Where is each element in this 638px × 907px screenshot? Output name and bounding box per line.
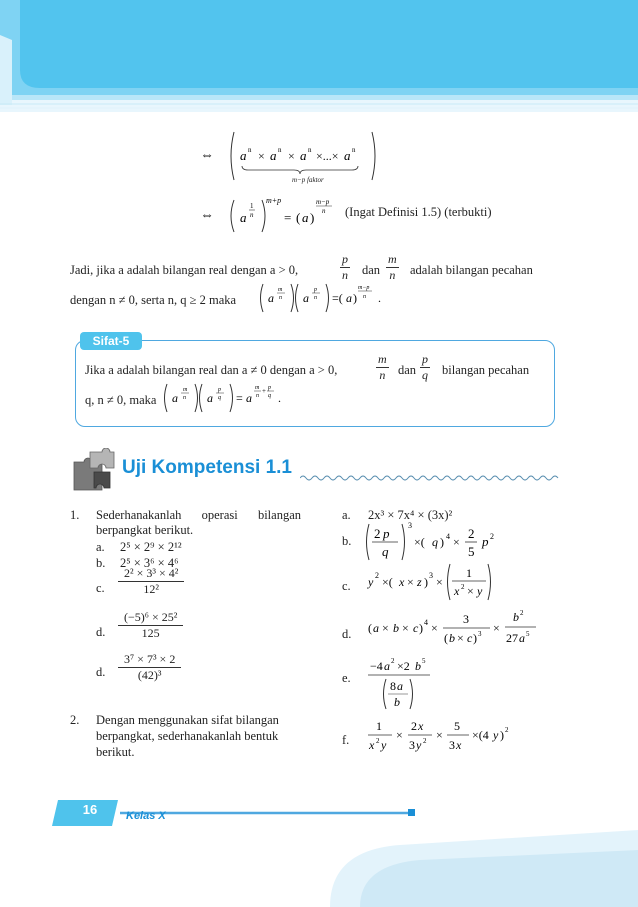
svg-text:×(4: ×(4 (472, 728, 489, 742)
svg-text:=(: =( (332, 291, 343, 305)
sifat-box (75, 340, 555, 427)
svg-text:m: m (183, 387, 188, 393)
svg-text:): ) (310, 210, 315, 225)
svg-text:a: a (302, 210, 309, 225)
svg-text:m−p: m−p (358, 285, 370, 291)
svg-text:a: a (300, 148, 307, 163)
svg-text:×: × (457, 631, 464, 645)
svg-text:a: a (240, 148, 247, 163)
q2e-label: e. (342, 671, 351, 685)
svg-text:c: c (413, 621, 419, 635)
svg-text:n: n (314, 295, 317, 301)
svg-text:3: 3 (409, 738, 415, 752)
svg-text:q: q (218, 395, 221, 401)
svg-text:a: a (270, 148, 277, 163)
q2-text-line-2: berpangkat, sederhanakanlah bentuk (96, 729, 279, 743)
q2-number: 2. (70, 713, 80, 727)
q1c-fraction: $\frac{\text{2² × 3³ × 4²}}{\text{12²}}$ (118, 566, 184, 597)
svg-text:n: n (250, 211, 254, 219)
svg-text:q: q (382, 544, 389, 559)
svg-text:a: a (240, 210, 247, 225)
svg-text:=: = (284, 210, 292, 225)
svg-text:×: × (396, 728, 403, 742)
q2c-label: c. (342, 579, 351, 593)
q1d2-label: d. (96, 665, 106, 679)
svg-text:c: c (467, 631, 473, 645)
svg-text:): ) (473, 631, 477, 645)
svg-text:a: a (172, 391, 178, 405)
svg-text:5: 5 (468, 544, 475, 559)
page-number: 16 (82, 802, 98, 817)
svg-text:n: n (322, 207, 326, 215)
sifat-dan: dan (398, 363, 417, 377)
q1b-expression: 2⁵ × 3⁶ × 4⁶ (120, 556, 179, 570)
q1d-fraction: $\frac{\text{(−5)⁶ × 25²}}{125}$ (118, 610, 183, 641)
svg-text:): ) (419, 621, 423, 635)
q2-text-line-3: berikut. (96, 745, 135, 759)
svg-text:a: a (344, 148, 351, 163)
svg-text:2: 2 (423, 737, 427, 745)
svg-text:×(: ×( (414, 535, 425, 549)
svg-text:m: m (278, 287, 283, 293)
q1-text-line-2: berpangkat berikut. (96, 523, 194, 537)
conclusion-text-b: adalah bilangan pecahan (410, 263, 533, 277)
q2f-label: f. (342, 733, 350, 747)
svg-text:a: a (373, 621, 379, 635)
svg-text:1: 1 (250, 202, 254, 210)
svg-text:×: × (382, 621, 389, 635)
svg-text:p: p (314, 287, 317, 293)
q1-number: 1. (70, 508, 80, 522)
svg-text:b: b (393, 621, 399, 635)
svg-text:×: × (493, 621, 500, 635)
sifat-title: Sifat-5 (80, 332, 142, 350)
q2e-expression (366, 652, 456, 712)
svg-text:a: a (346, 291, 352, 305)
conclusion-text-a: Jadi, jika a adalah bilangan real dengan a > 0, (70, 263, 299, 277)
q2a-expression: 2x³ × 7x⁴ × (3x)² (368, 508, 453, 522)
svg-text:8: 8 (390, 679, 396, 693)
svg-text:n: n (278, 146, 282, 154)
svg-text:y: y (477, 584, 483, 598)
svg-text:n: n (308, 146, 312, 154)
svg-text:a: a (207, 391, 213, 405)
sifat-fraction-m-n: $\frac{m}{n}$ (378, 352, 387, 382)
svg-text:2: 2 (490, 532, 494, 541)
svg-text:n: n (363, 294, 366, 300)
svg-text:b: b (513, 610, 519, 624)
q1d2-fraction: $\frac{\text{3⁷ × 7³ × 2}}{\text{(42)³}}$ (118, 652, 181, 683)
svg-text:y: y (368, 575, 374, 589)
svg-text:4: 4 (424, 618, 428, 627)
svg-text:m: m (255, 385, 260, 391)
svg-text:x: x (399, 575, 405, 589)
proof-line-2 (200, 194, 530, 234)
q1d-label: d. (96, 625, 106, 639)
svg-text:×: × (407, 575, 414, 589)
svg-text:×: × (436, 575, 443, 589)
svg-text:×: × (436, 728, 443, 742)
svg-text:z: z (417, 575, 422, 589)
svg-text:2: 2 (411, 719, 417, 733)
svg-text:2: 2 (520, 609, 524, 617)
svg-text:): ) (440, 535, 444, 549)
svg-text:2: 2 (505, 726, 509, 734)
q1-text-line-1: Sederhanakanlah operasi bilangan (96, 508, 301, 522)
svg-text:3: 3 (408, 521, 412, 530)
svg-text:×: × (258, 149, 265, 163)
header-banner (0, 0, 638, 112)
q1c-label: c. (96, 581, 105, 595)
svg-text:n: n (183, 395, 186, 401)
svg-text:x: x (369, 738, 375, 752)
svg-text:3: 3 (463, 612, 469, 626)
svg-text:1: 1 (376, 719, 382, 733)
svg-text:2: 2 (376, 737, 380, 745)
svg-text:2: 2 (468, 526, 475, 541)
svg-text:×(: ×( (382, 575, 393, 589)
wavy-divider (300, 474, 560, 482)
svg-text:n: n (256, 393, 259, 399)
svg-text:(: ( (444, 631, 448, 645)
q2-text-line-1: Dengan menggunakan sifat bilangan (96, 713, 279, 727)
q2a-label: a. (342, 508, 351, 522)
svg-text:x: x (454, 584, 460, 598)
svg-text:3: 3 (449, 738, 455, 752)
conclusion-line-1 (70, 262, 298, 278)
conclusion-dan: dan (362, 263, 381, 277)
q2c-expression (366, 560, 526, 604)
brace-label: m−p faktor (292, 176, 324, 184)
svg-text:×...×: ×...× (316, 149, 339, 163)
svg-text:+: + (262, 387, 266, 395)
svg-text:): ) (500, 728, 504, 742)
svg-text:a: a (246, 391, 252, 405)
svg-text:): ) (424, 575, 428, 589)
svg-text:x: x (456, 738, 462, 752)
fraction-p-n: $\frac{p}{n}$ (342, 252, 348, 282)
svg-text:a: a (303, 291, 309, 305)
q2d-expression (366, 608, 556, 652)
svg-text:×: × (453, 535, 460, 549)
proof-line-1 (200, 128, 400, 188)
svg-text:×: × (431, 621, 438, 635)
svg-text:2: 2 (375, 571, 379, 580)
fraction-m-n: $\frac{m}{n}$ (388, 252, 397, 282)
power-expression (228, 194, 338, 234)
svg-text:a: a (384, 659, 390, 673)
svg-text:m+p: m+p (266, 196, 282, 205)
q1a-expression: 2⁵ × 2⁹ × 2¹² (120, 540, 182, 554)
svg-text:p: p (482, 534, 489, 549)
svg-text:b: b (415, 659, 421, 673)
svg-text:3: 3 (429, 571, 433, 580)
svg-text:27: 27 (506, 631, 518, 645)
svg-text:.: . (378, 291, 381, 305)
svg-text:a: a (397, 679, 403, 693)
svg-text:q: q (432, 535, 438, 549)
svg-text:4: 4 (446, 532, 450, 541)
conclusion-formula (258, 280, 388, 316)
svg-text:x: x (418, 719, 424, 733)
equivalence-arrow: ⇔ (200, 148, 214, 163)
sifat-text-b: bilangan pecahan (442, 363, 530, 377)
equivalence-arrow: ⇔ (200, 208, 214, 223)
svg-text:(: ( (296, 210, 301, 225)
svg-text:p: p (383, 526, 390, 541)
q2d-label: d. (342, 627, 352, 641)
q2b-label: b. (342, 534, 352, 548)
svg-text:2: 2 (461, 583, 465, 591)
book-title: Kelas X (126, 810, 166, 822)
uji-title: Uji Kompetensi 1.1 (122, 457, 292, 478)
svg-text:5: 5 (526, 630, 530, 638)
svg-text:3: 3 (478, 630, 482, 638)
sifat-fraction-p-q: $\frac{p}{q}$ (422, 352, 428, 382)
svg-text:b: b (394, 695, 400, 709)
svg-text:y: y (416, 738, 422, 752)
puzzle-icon (68, 448, 118, 494)
svg-text:×: × (402, 621, 409, 635)
svg-text:n: n (248, 146, 252, 154)
svg-text:q: q (268, 393, 271, 399)
svg-text:×: × (288, 149, 295, 163)
svg-text:p: p (218, 387, 221, 393)
svg-text:5: 5 (422, 657, 426, 665)
sifat-line-2: q, n ≠ 0, maka (85, 393, 157, 407)
svg-text:5: 5 (454, 719, 460, 733)
svg-text:b: b (449, 631, 455, 645)
svg-text:a: a (268, 291, 274, 305)
q1a-label: a. (96, 540, 105, 554)
svg-text:p: p (268, 385, 271, 391)
svg-text:2: 2 (374, 526, 381, 541)
sifat-line-1: Jika a adalah bilangan real dan a ≠ 0 dengan a > 0, (85, 363, 338, 377)
q2f-expression (366, 714, 516, 758)
svg-text:a: a (519, 631, 525, 645)
svg-text:y: y (381, 738, 387, 752)
conclusion-line-2: dengan n ≠ 0, serta n, q ≥ 2 maka (70, 293, 237, 307)
svg-text:2: 2 (391, 657, 395, 665)
sifat-formula (162, 380, 292, 416)
proof-note: (Ingat Definisi 1.5) (terbukti) (345, 205, 492, 219)
q1b-label: b. (96, 556, 106, 570)
svg-text:y: y (493, 728, 499, 742)
svg-text:(: ( (368, 621, 372, 635)
svg-text:=: = (236, 391, 243, 405)
svg-text:m−p: m−p (316, 198, 330, 206)
svg-text:n: n (279, 295, 282, 301)
svg-text:): ) (353, 291, 357, 305)
svg-text:n: n (352, 146, 356, 154)
svg-text:.: . (278, 391, 281, 405)
svg-text:−4: −4 (370, 659, 383, 673)
svg-text:1: 1 (466, 566, 472, 580)
svg-text:×2: ×2 (397, 659, 410, 673)
svg-text:×: × (467, 584, 474, 598)
